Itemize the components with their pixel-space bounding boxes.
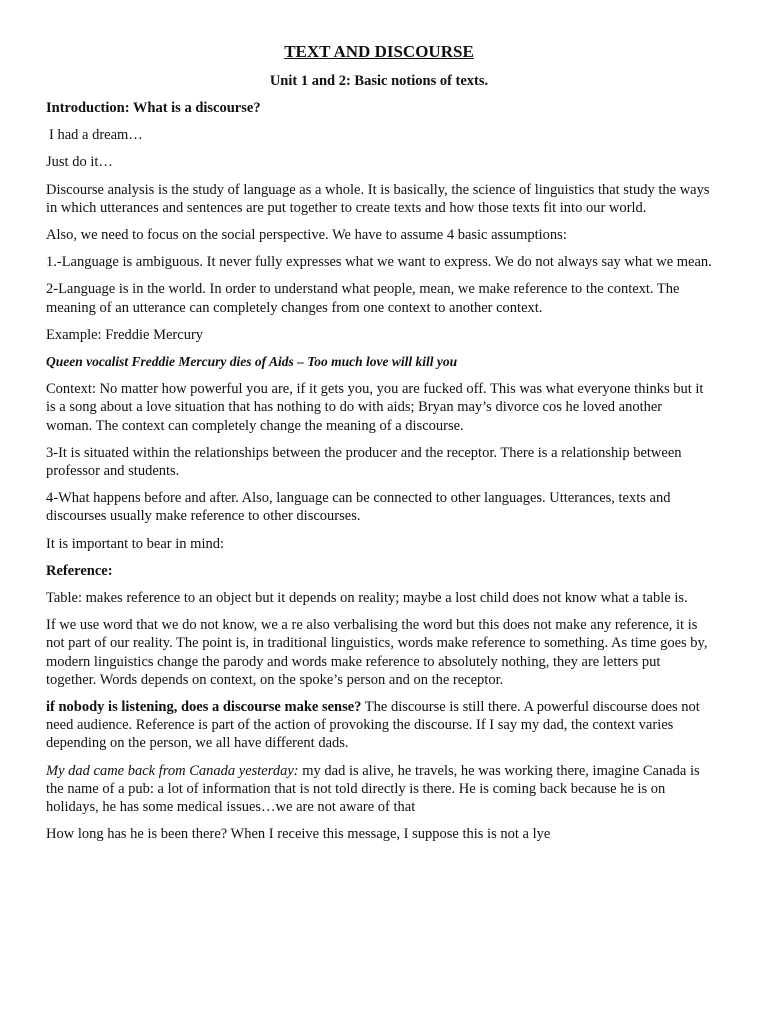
word-paragraph: If we use word that we do not know, we a re also verbalising the word but this does not make any reference, it is not part of our reality. The point is, in traditional linguistics, words make reference to something. As time goes by, modern linguistics change the parody and words make reference to absolutely nothing, they are letters put together. Words depends on context, on the spoke’s person and on the receptor. (46, 617, 708, 688)
example-label: Example: Freddie Mercury (46, 326, 204, 343)
listening-paragraph (46, 698, 712, 753)
definition-paragraph: Discourse analysis is the study of language as a whole. It is basically, the science of linguistics that study the ways in which utterances and sentences are put together to create texts and how those texts fit into our world. (46, 181, 710, 216)
example-quote-dream: I had a dream… (49, 127, 143, 144)
social-perspective-paragraph: Also, we need to focus on the social perspective. We have to assume 4 basic assumptions: (46, 227, 567, 244)
assumption-3: 3-It is situated within the relationships between the producer and the receptor. There is a relationship between professor and students. (46, 444, 682, 480)
listening-answer: The discourse is still there. A powerful discourse does not need audience. Reference is part of the action of provoking the discourse. If I say my dad, the context varies depending on the person, we all have different dads. (46, 699, 700, 752)
dad-example: My dad came back from Canada yesterday: (46, 762, 299, 779)
dad-paragraph (46, 762, 712, 817)
document-title: TEXT AND DISCOURSE (284, 42, 474, 61)
assumption-4: 4-What happens before and after. Also, language can be connected to other languages. Utterances, texts and discourses usually make reference to other discourses. (46, 490, 671, 525)
example-quote-just-do-it: Just do it… (46, 154, 113, 171)
listening-question: if nobody is listening, does a discourse make sense? (46, 699, 362, 716)
dad-explanation: my dad is alive, he travels, he was working there, imagine Canada is the name of a pub: a lot of information that is not told directly is there. He is coming back because he is on holidays, he has some medical issues…we are not aware of that (46, 762, 700, 816)
assumption-1: 1.-Language is ambiguous. It never fully expresses what we want to express. We do not always say what we mean. (46, 254, 712, 271)
intro-heading: Introduction: What is a discourse? (46, 100, 261, 116)
bear-in-mind-line: It is important to bear in mind: (46, 535, 225, 552)
context-paragraph: Context: No matter how powerful you are, if it gets you, you are fucked off. This was what everyone thinks but it is a song about a love situation that has nothing to do with aids; Bryan may’s divorce cos he loved another woman. The context can completely change the meaning of a discourse. (46, 381, 704, 434)
last-paragraph: How long has he is been there? When I receive this message, I suppose this is not a lye (46, 826, 551, 843)
reference-heading: Reference: (46, 562, 113, 579)
document-subtitle: Unit 1 and 2: Basic notions of texts. (269, 73, 489, 89)
assumption-2: 2-Language is in the world. In order to understand what people, mean, we make reference to the context. The meaning of an utterance can completely changes from one context to another context. (46, 281, 680, 316)
table-paragraph: Table: makes reference to an object but it depends on reality; maybe a lost child does not know what a table is. (46, 590, 688, 607)
headline-quote: Queen vocalist Freddie Mercury dies of Aids – Too much love will kill you (46, 354, 458, 370)
